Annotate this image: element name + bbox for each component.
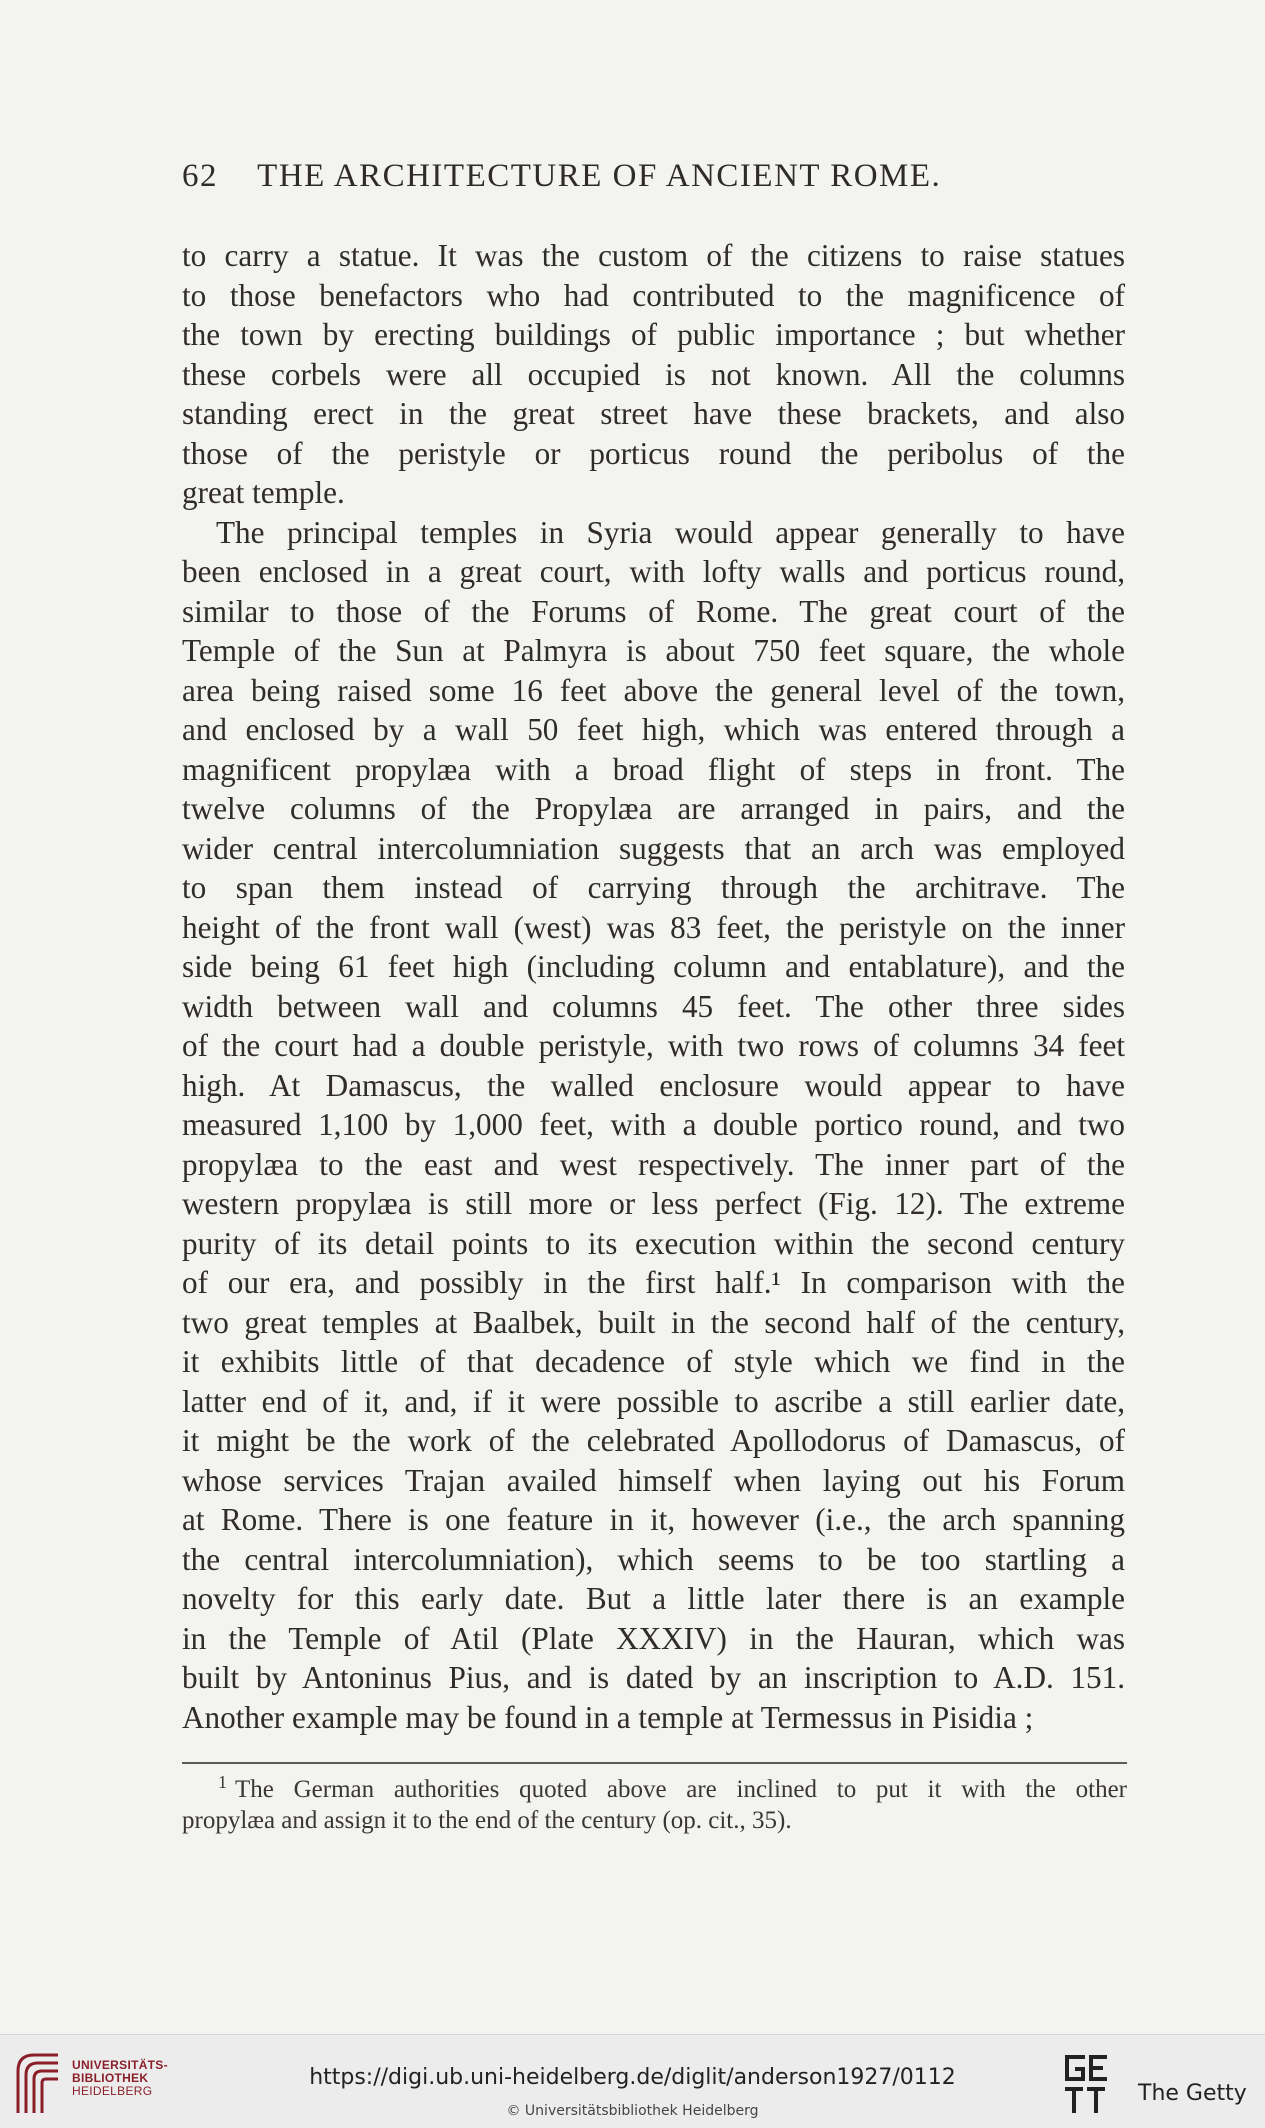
text-line: magnificent propylæa with a broad flight of steps in front. The — [182, 751, 1125, 787]
getty-name: The Getty — [1138, 2081, 1247, 2106]
text-line: at Rome. There is one feature in it, however (i.e., the arch spanning — [182, 1502, 1125, 1537]
page-number: 62 — [182, 158, 218, 194]
text-line: of our era, and possibly in the first half.¹ In comparison with the — [182, 1265, 1125, 1300]
text-line: western propylæa is still more or less perfect (Fig. 12). The extreme — [182, 1186, 1125, 1221]
text-line: whose services Trajan availed himself when laying out his Forum — [182, 1462, 1125, 1498]
text-line: Another example may be found in a temple at Termessus in Pisidia ; — [182, 1699, 1034, 1735]
text-line: those of the peristyle or porticus round the peribolus of the — [182, 435, 1125, 471]
footnote-text: The German authorities quoted above are inclined to put it with the other — [235, 1776, 1127, 1803]
library-name-line: HEIDELBERG — [72, 2084, 153, 2098]
library-name-line: BIBLIOTHEK — [72, 2071, 149, 2085]
text-line: and enclosed by a wall 50 feet high, which was entered through a — [182, 712, 1125, 747]
text-line: standing erect in the great street have these brackets, and also — [182, 396, 1125, 431]
text-line: in the Temple of Atil (Plate XXXIV) in the Hauran, which was — [182, 1620, 1125, 1656]
footnote-marker: 1 — [218, 1772, 227, 1792]
getty-logo-icon — [1063, 2053, 1111, 2117]
text-line: similar to those of the Forums of Rome. The great court of the — [182, 593, 1125, 629]
text-line: purity of its detail points to its execution within the second century — [182, 1225, 1125, 1261]
text-line: of the court had a double peristyle, with two rows of columns 34 feet — [182, 1028, 1125, 1063]
permalink-url[interactable]: https://digi.ub.uni-heidelberg.de/diglit/anderson1927/0112 — [309, 2065, 956, 2090]
running-title: THE ARCHITECTURE OF ANCIENT ROME. — [257, 158, 942, 194]
body-text — [182, 236, 1125, 1737]
text-line: measured 1,100 by 1,000 feet, with a double portico round, and two — [182, 1107, 1125, 1142]
text-line: Temple of the Sun at Palmyra is about 750 feet square, the whole — [182, 633, 1125, 668]
text-line: The principal temples in Syria would appear generally to have — [216, 514, 1125, 550]
text-line: high. At Damascus, the walled enclosure would appear to have — [182, 1067, 1125, 1103]
text-line: it exhibits little of that decadence of style which we find in the — [182, 1344, 1125, 1379]
text-line: propylæa to the east and west respectively. The inner part of the — [182, 1146, 1125, 1182]
viewer-footer — [0, 2034, 1265, 2128]
text-line: height of the front wall (west) was 83 feet, the peristyle on the inner — [182, 909, 1125, 945]
text-line: the central intercolumniation), which seems to be too startling a — [182, 1541, 1125, 1577]
text-line: side being 61 feet high (including column and entablature), and the — [182, 949, 1125, 984]
text-line: to carry a statue. It was the custom of the citizens to raise statues — [182, 238, 1125, 273]
footnote-line: propylæa and assign it to the end of the century (op. cit., 35). — [182, 1807, 792, 1834]
footnote-line — [182, 1774, 1127, 1805]
footnote — [182, 1774, 1127, 1836]
text-line: novelty for this early date. But a little later there is an example — [182, 1581, 1125, 1616]
footnote-rule — [182, 1762, 1127, 1764]
text-line: twelve columns of the Propylæa are arranged in pairs, and the — [182, 791, 1125, 826]
text-line: to those benefactors who had contributed to the magnificence of — [182, 277, 1125, 313]
text-line: width between wall and columns 45 feet. The other three sides — [182, 988, 1125, 1024]
copyright-notice: © Universitätsbibliothek Heidelberg — [506, 2103, 759, 2119]
running-head — [182, 158, 1062, 195]
text-line: been enclosed in a great court, with lofty walls and porticus round, — [182, 554, 1125, 589]
text-line: latter end of it, and, if it were possible to ascribe a still earlier date, — [182, 1383, 1125, 1419]
text-line: great temple. — [182, 475, 345, 510]
text-line: two great temples at Baalbek, built in the second half of the century, — [182, 1304, 1125, 1340]
text-line: area being raised some 16 feet above the general level of the town, — [182, 672, 1125, 708]
text-line: built by Antoninus Pius, and is dated by an inscription to A.D. 151. — [182, 1660, 1125, 1695]
text-line: the town by erecting buildings of public importance ; but whether — [182, 317, 1125, 352]
library-name-line: UNIVERSITÄTS- — [72, 2058, 168, 2072]
text-line: wider central intercolumniation suggests that an arch was employed — [182, 830, 1125, 866]
text-line: these corbels were all occupied is not known. All the columns — [182, 356, 1125, 392]
text-line: to span them instead of carrying through the architrave. The — [182, 870, 1125, 905]
text-line: it might be the work of the celebrated Apollodorus of Damascus, of — [182, 1423, 1125, 1458]
